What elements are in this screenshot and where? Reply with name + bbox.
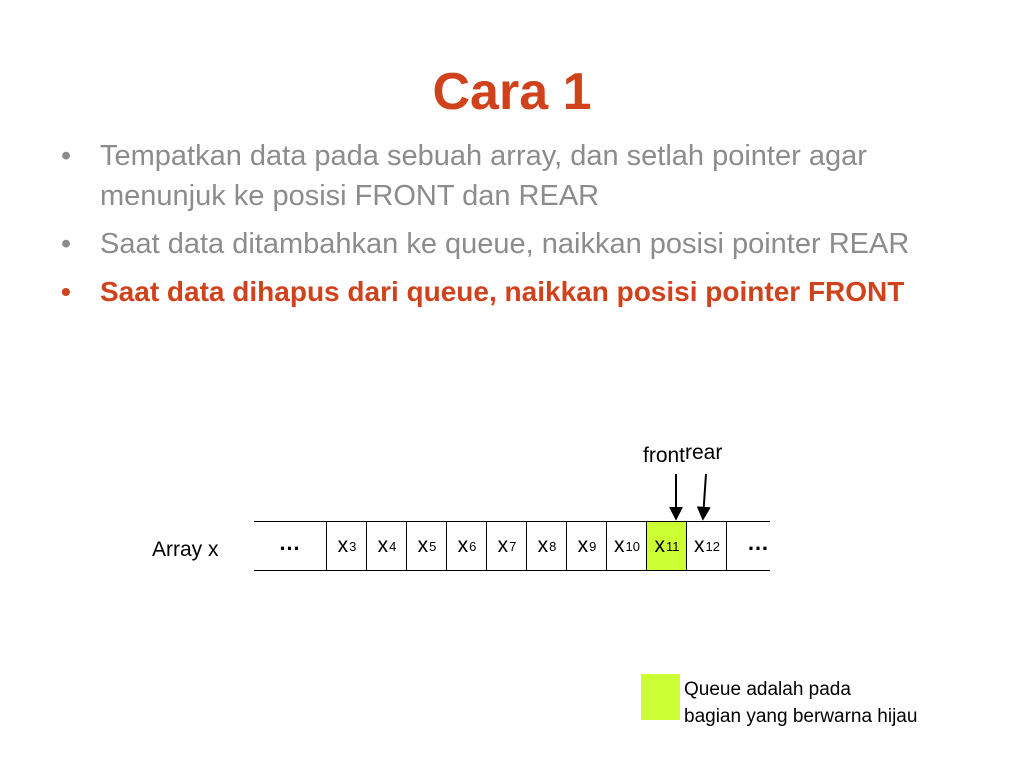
bullet-text: Saat data dihapus dari queue, naikkan posisi pointer FRONT (100, 276, 905, 307)
cell-subscript: 3 (349, 538, 357, 554)
cell-subscript: 4 (389, 538, 397, 554)
cell-base: x (457, 534, 469, 557)
cell-base: x (614, 534, 625, 557)
array-cell-x4 (366, 522, 407, 570)
legend-swatch (641, 674, 680, 720)
array-cell-x12 (686, 522, 727, 570)
cell-subscript: 11 (666, 538, 680, 554)
bullet-marker: • (61, 276, 71, 307)
array-cell-x9 (566, 522, 607, 570)
cell-base: x (417, 534, 429, 557)
cell-subscript: 6 (469, 538, 477, 554)
array-diagram (254, 521, 770, 571)
array-label: Array x (152, 538, 219, 561)
cell-subscript: 9 (589, 538, 597, 554)
cell-base: x (497, 534, 509, 557)
array-cell-x3 (326, 522, 367, 570)
cell-subscript: 10 (625, 538, 640, 554)
rear-pointer-label: rear (685, 441, 723, 464)
array-cell-x10 (606, 522, 647, 570)
bullet-marker: • (61, 228, 72, 260)
cell-subscript: 8 (549, 538, 557, 554)
cell-base: x (577, 534, 589, 557)
cell-subscript: 12 (705, 538, 720, 554)
legend-text (684, 676, 1014, 730)
bullet-list (58, 136, 988, 320)
rear-arrow (703, 474, 706, 518)
bullet-item-emphasized (58, 272, 988, 312)
array-cell-x7 (486, 522, 527, 570)
front-pointer-label: front (643, 444, 686, 467)
bullet-text: Saat data ditambahkan ke queue, naikkan posisi pointer REAR (100, 228, 910, 260)
cell-base: x (537, 534, 549, 557)
legend-line: bagian yang berwarna hijau (684, 706, 918, 727)
array-cell-x5 (406, 522, 447, 570)
array-cell-x6 (446, 522, 487, 570)
array-cell-x8 (526, 522, 567, 570)
slide-title: Cara 1 (432, 63, 592, 121)
trailing-ellipsis: … (726, 522, 770, 570)
bullet-text: Tempatkan data pada sebuah array, dan setlah pointer agar menunjuk ke posisi FRONT dan REAR (100, 140, 867, 212)
array-cell-x11 (646, 522, 687, 570)
bullet-item (58, 136, 988, 216)
leading-ellipsis: … (278, 530, 302, 555)
cell-base: x (694, 534, 705, 557)
cell-subscript: 7 (509, 538, 517, 554)
cell-base: x (654, 534, 665, 557)
cell-subscript: 5 (429, 538, 437, 554)
cell-base: x (337, 534, 349, 557)
bullet-item (58, 224, 988, 264)
bullet-marker: • (61, 140, 72, 172)
legend-line: Queue adalah pada (684, 679, 851, 700)
cell-base: x (377, 534, 389, 557)
